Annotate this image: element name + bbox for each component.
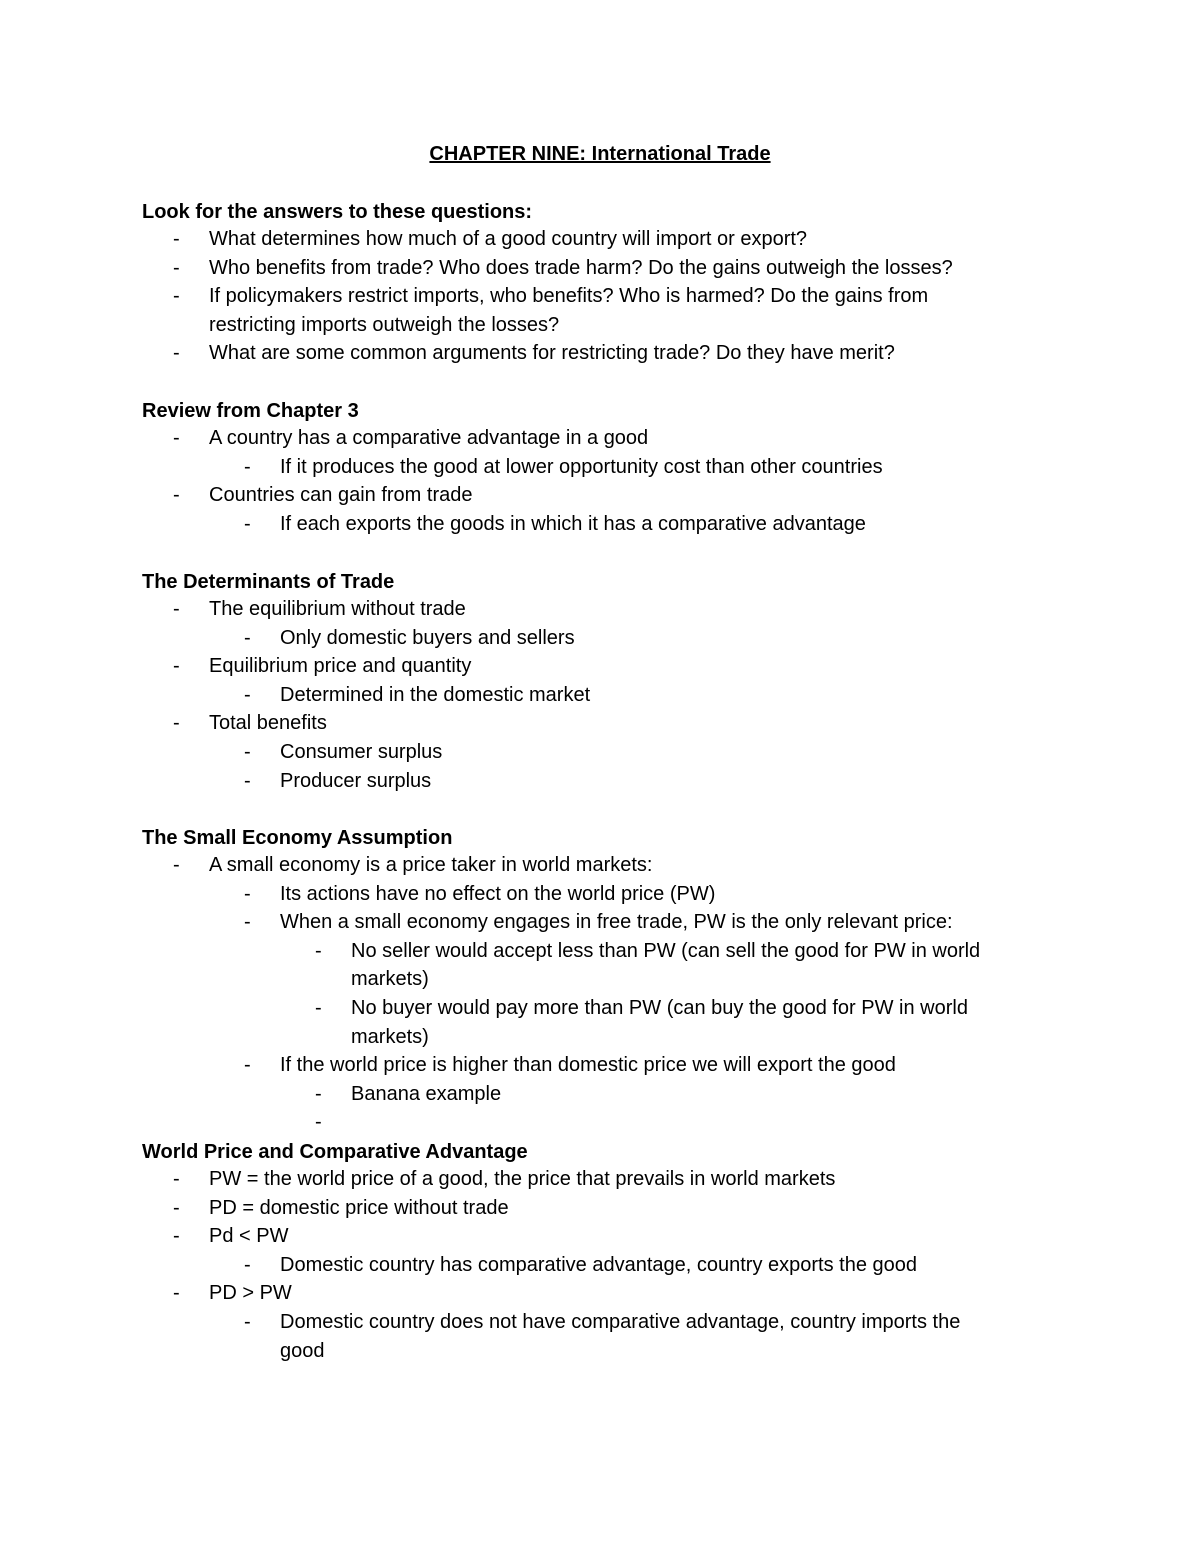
list-item-text: Who benefits from trade? Who does trade harm? Do the gains outweigh the losses? xyxy=(209,256,953,279)
bullet-dash-icon: - xyxy=(173,1168,180,1190)
bullet-dash-icon: - xyxy=(173,285,180,308)
bullet-dash-icon: - xyxy=(173,1196,180,1219)
section-heading: Look for the answers to these questions: xyxy=(142,201,533,223)
list-item-text: What are some common arguments for restricting trade? Do they have merit? xyxy=(209,342,895,365)
list-item-text: No seller would accept less than PW (can sell the good for PW in world xyxy=(351,939,981,962)
section-heading: The Determinants of Trade xyxy=(142,571,395,593)
list-item-text: If the world price is higher than domestic price we will export the good xyxy=(280,1054,896,1077)
list-item-text: What determines how much of a good country will import or export? xyxy=(209,228,808,250)
bullet-dash-icon: - xyxy=(315,939,322,962)
list-item-text: A country has a comparative advantage in a good xyxy=(209,427,649,449)
bullet-dash-icon: - xyxy=(244,769,251,792)
list-item-text: PD = domestic price without trade xyxy=(209,1196,509,1219)
list-item-text: markets) xyxy=(351,1025,429,1048)
bullet-dash-icon: - xyxy=(173,256,180,279)
list-item-text: restricting imports outweigh the losses? xyxy=(209,313,560,336)
section-heading: Review from Chapter 3 xyxy=(142,400,359,422)
bullet-dash-icon: - xyxy=(315,1111,322,1134)
list-item-text: If it produces the good at lower opportunity cost than other countries xyxy=(280,455,883,478)
list-item-text: Equilibrium price and quantity xyxy=(209,655,472,678)
list-item-text: A small economy is a price taker in world markets: xyxy=(209,854,653,876)
list-item-text: Countries can gain from trade xyxy=(209,484,473,507)
bullet-dash-icon: - xyxy=(173,342,180,365)
list-item-text: The equilibrium without trade xyxy=(209,598,466,620)
list-item-text: markets) xyxy=(351,968,429,991)
list-item-text: good xyxy=(280,1339,325,1362)
bullet-dash-icon: - xyxy=(173,854,180,876)
list-item-text: Its actions have no effect on the world price (PW) xyxy=(280,882,716,905)
list-item-text: When a small economy engages in free trade, PW is the only relevant price: xyxy=(280,911,953,934)
list-item-text: PW = the world price of a good, the price that prevails in world markets xyxy=(209,1168,836,1190)
list-item-text: Only domestic buyers and sellers xyxy=(280,626,575,649)
bullet-dash-icon: - xyxy=(244,455,251,478)
section-heading: World Price and Comparative Advantage xyxy=(142,1141,528,1163)
list-item-text: Domestic country does not have comparative advantage, country imports the xyxy=(280,1311,961,1333)
list-item-text: Total benefits xyxy=(209,712,327,735)
bullet-dash-icon: - xyxy=(173,655,180,678)
bullet-dash-icon: - xyxy=(173,427,180,449)
bullet-dash-icon: - xyxy=(244,512,251,535)
list-item-text: No buyer would pay more than PW (can buy the good for PW in world xyxy=(351,997,968,1019)
bullet-dash-icon: - xyxy=(173,598,180,620)
list-item-text: PD > PW xyxy=(209,1282,292,1305)
list-item-text: If policymakers restrict imports, who benefits? Who is harmed? Do the gains from xyxy=(209,285,929,308)
bullet-dash-icon: - xyxy=(244,626,251,649)
bullet-dash-icon: - xyxy=(244,1054,251,1077)
bullet-dash-icon: - xyxy=(173,1225,180,1248)
list-item-text: Determined in the domestic market xyxy=(280,683,591,706)
bullet-dash-icon: - xyxy=(244,741,251,763)
list-item-text: Consumer surplus xyxy=(280,741,443,763)
bullet-dash-icon: - xyxy=(173,1282,180,1305)
bullet-dash-icon: - xyxy=(244,911,251,934)
bullet-dash-icon: - xyxy=(173,484,180,507)
bullet-dash-icon: - xyxy=(244,1253,251,1276)
bullet-dash-icon: - xyxy=(315,997,322,1019)
bullet-dash-icon: - xyxy=(244,1311,251,1333)
bullet-dash-icon: - xyxy=(173,228,180,250)
list-item-text: Domestic country has comparative advantage, country exports the good xyxy=(280,1253,918,1276)
bullet-dash-icon: - xyxy=(173,712,180,735)
bullet-dash-icon: - xyxy=(315,1082,322,1105)
list-item-text: Banana example xyxy=(351,1082,502,1105)
list-item-text: If each exports the goods in which it has a comparative advantage xyxy=(280,512,866,535)
list-item-text: Producer surplus xyxy=(280,769,432,792)
list-item-text: Pd < PW xyxy=(209,1225,289,1248)
bullet-dash-icon: - xyxy=(244,683,251,706)
section-heading: The Small Economy Assumption xyxy=(142,827,453,849)
bullet-dash-icon: - xyxy=(244,882,251,905)
page-title: CHAPTER NINE: International Trade xyxy=(429,143,771,165)
